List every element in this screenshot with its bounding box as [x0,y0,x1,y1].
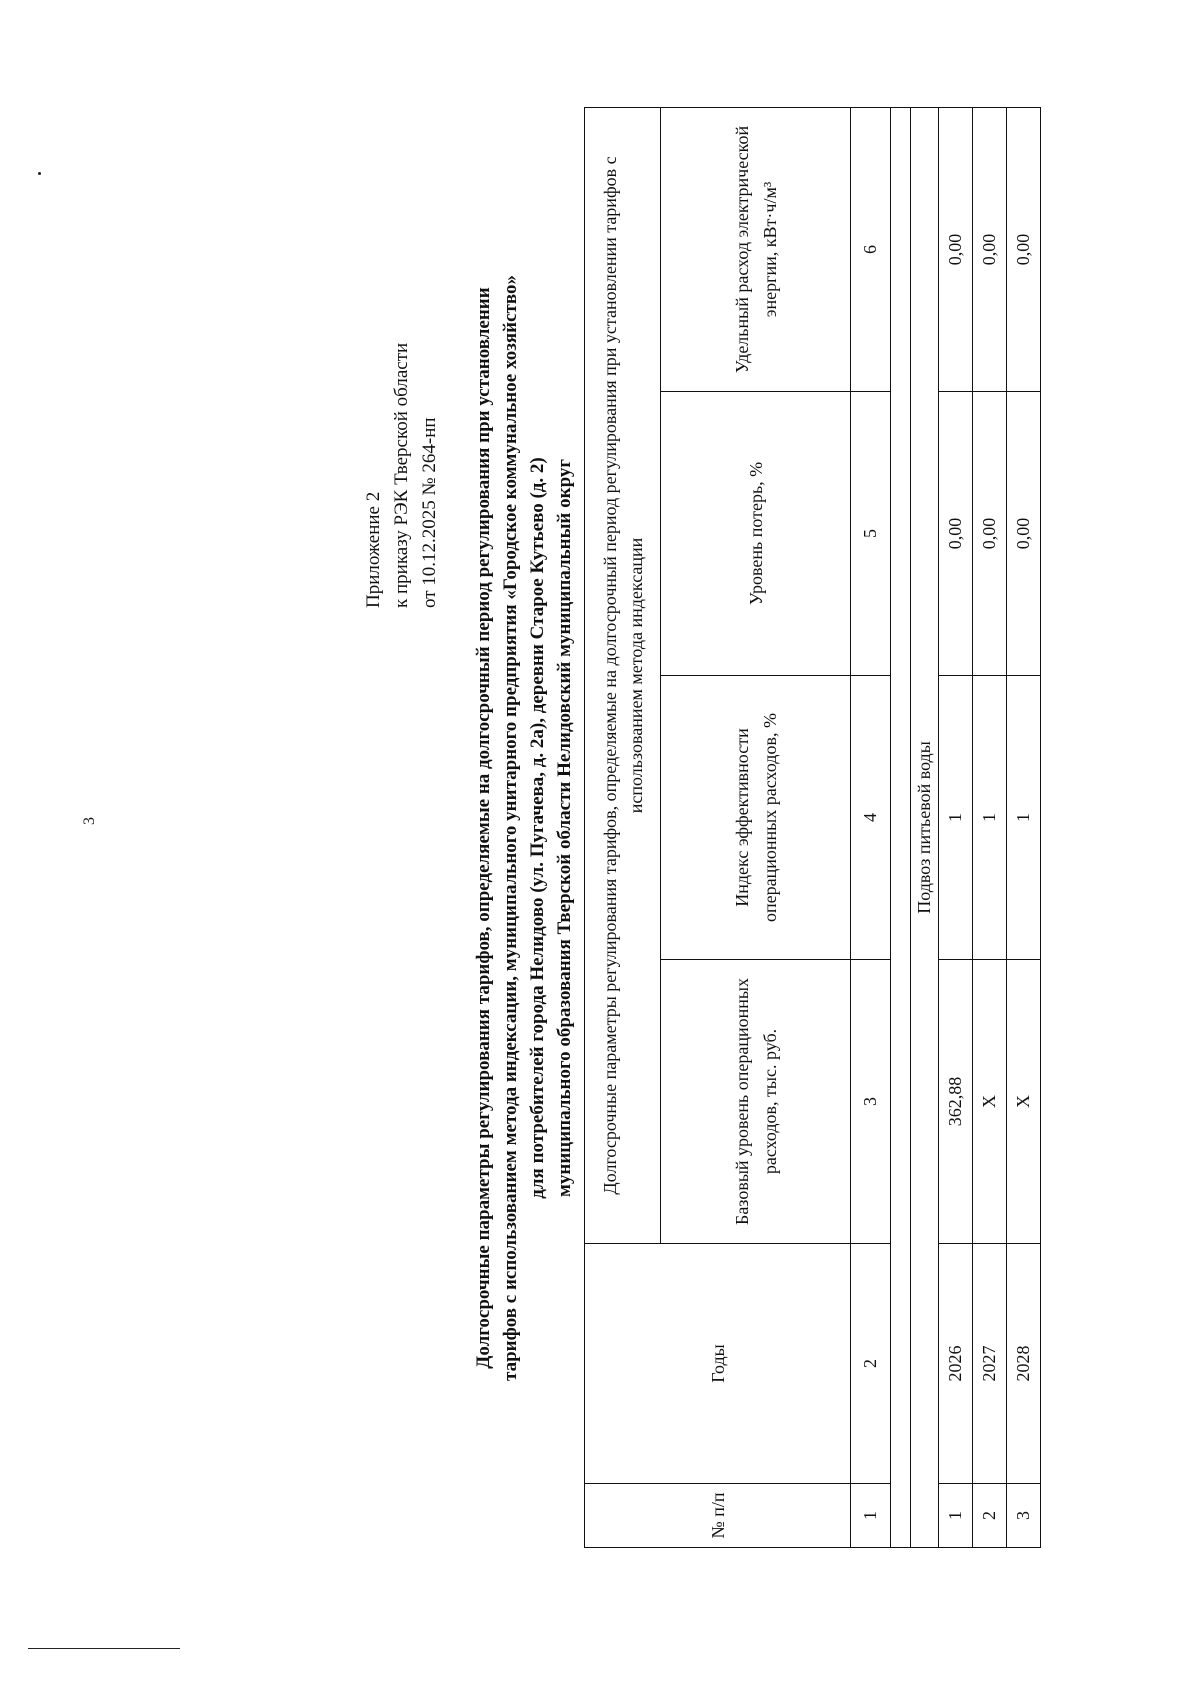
row-index: 1 [973,676,1007,960]
column-number: 5 [851,392,891,676]
row-index: 1 [1007,676,1041,960]
header-losses: Уровень потерь, % [661,392,851,676]
column-number: 3 [851,960,891,1244]
title-line-2: тарифов с использованием метода индексации, муниципального унитарного предприятия «Городское коммунальное хозяйство» [500,275,521,1381]
appendix-line-1: Приложение 2 [363,491,384,608]
header-years: Годы [585,1244,851,1484]
row-year: 2026 [939,1244,973,1484]
parameters-table [584,107,1041,1548]
header-num: № п/п [585,1484,851,1548]
column-number: 4 [851,676,891,960]
title-line-1: Долгосрочные параметры регулирования тарифов, определяемые на долгосрочный период регулирования при установлении [473,287,494,1369]
row-year: 2027 [973,1244,1007,1484]
column-number: 1 [851,1484,891,1548]
row-energy: 0,00 [973,107,1007,391]
row-base: X [973,960,1007,1244]
table-row [939,107,973,1547]
page-number: 3 [81,817,98,825]
column-number: 2 [851,1244,891,1484]
header-energy: Удельный расход электрической энергии, кВт·ч/м³ [661,107,851,391]
row-base: X [1007,960,1041,1244]
spacer-row [891,107,911,1547]
appendix-block [360,188,444,608]
row-index: 1 [939,676,973,960]
row-year: 2028 [1007,1244,1041,1484]
row-losses: 0,00 [939,392,973,676]
header-base-opex: Базовый уровень операционных расходов, тыс. руб. [661,960,851,1244]
table-row [973,107,1007,1547]
header-row-top [585,107,661,1547]
column-number-row [851,107,891,1547]
row-losses: 0,00 [973,392,1007,676]
title-line-3: для потребителей города Нелидово (ул. Пугачева, д. 2а), деревни Старое Кутьево (д. 2) [527,457,548,1199]
rotated-content [200,68,1120,1588]
row-num: 3 [1007,1484,1041,1548]
scan-speck [38,172,41,175]
table-row [1007,107,1041,1547]
column-number: 6 [851,107,891,391]
row-energy: 0,00 [939,107,973,391]
row-losses: 0,00 [1007,392,1041,676]
section-row [911,107,939,1547]
header-group: Долгосрочные параметры регулирования тарифов, определяемые на долгосрочный период регулирования при установлении тарифов с использованием метода индексации [585,107,661,1243]
header-efficiency-index: Индекс эффективности операционных расходов, % [661,676,851,960]
appendix-line-2: к приказу РЭК Тверской области [391,342,412,608]
row-base: 362,88 [939,960,973,1244]
section-title: Подвоз питьевой воды [911,107,939,1547]
row-energy: 0,00 [1007,107,1041,391]
title-line-4: муниципального образования Тверской области Нелидовский муниципальный округ [554,458,575,1198]
row-num: 1 [939,1484,973,1548]
appendix-line-3: от 10.12.2025 № 264-нп [419,417,440,608]
row-num: 2 [973,1484,1007,1548]
footnote-rule [28,1648,180,1649]
document-title [470,108,578,1548]
